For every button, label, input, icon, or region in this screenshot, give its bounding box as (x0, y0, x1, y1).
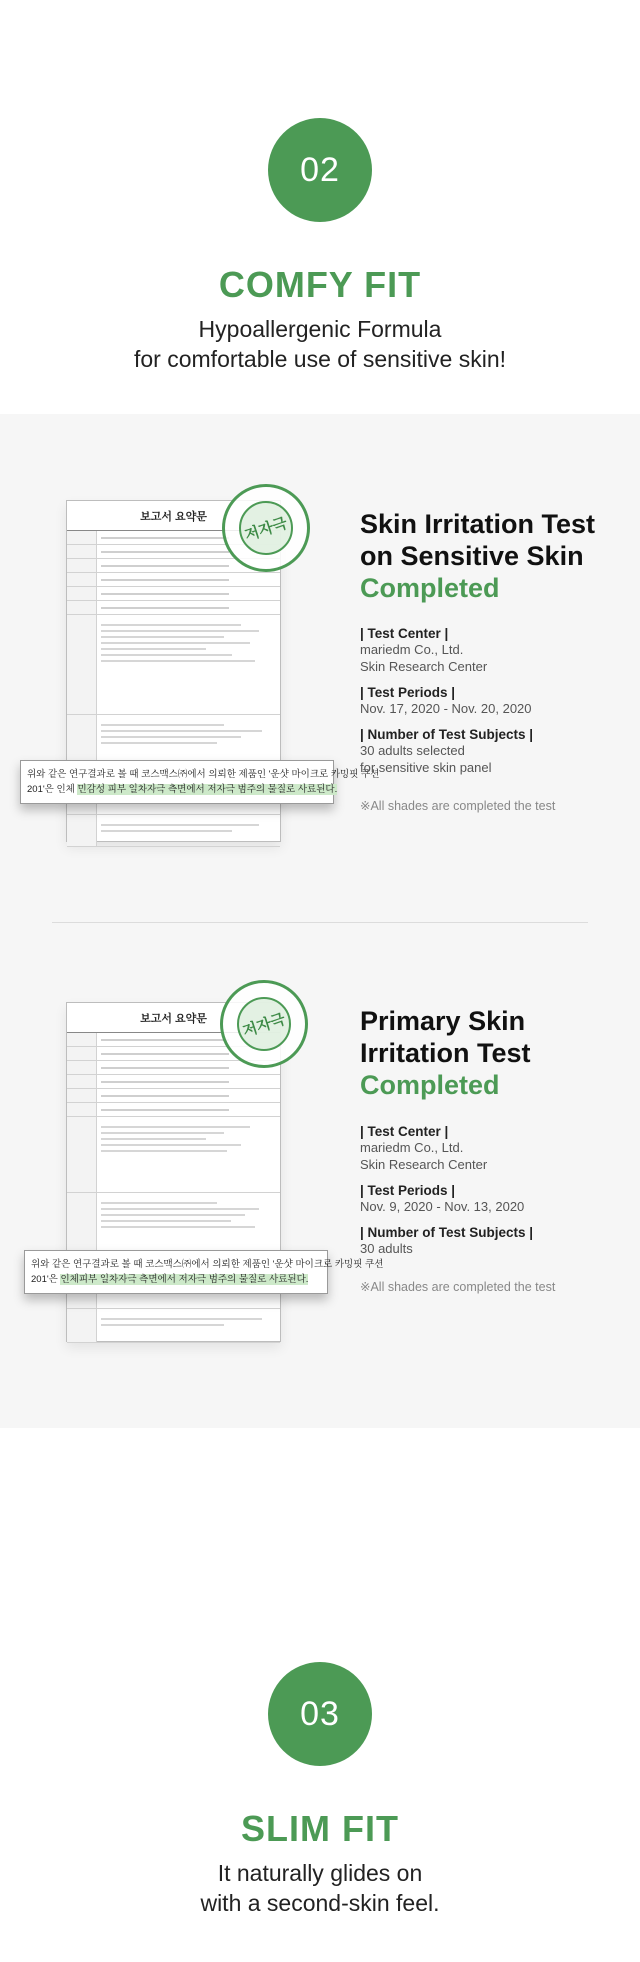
test-center-value: Skin Research Center (360, 1157, 488, 1172)
test-center-value: mariedm Co., Ltd. (360, 1140, 464, 1155)
callout-line (27, 782, 338, 797)
test-details (360, 1114, 620, 1294)
completed-label: Completed (360, 1070, 500, 1100)
completed-label: Completed (360, 573, 500, 603)
test-title (360, 508, 595, 604)
test-details (360, 616, 620, 813)
subtitle-line: It naturally glides on (217, 1860, 423, 1886)
test-center-label: | Test Center | (360, 626, 449, 641)
title-line: Irritation Test (360, 1038, 531, 1068)
section-title: COMFY FIT (218, 264, 422, 305)
test-subjects-label: | Number of Test Subjects | (360, 1225, 534, 1240)
test-center-value: Skin Research Center (360, 659, 488, 674)
callout-highlight: 인체피부 일차자극 측면에서 저자극 범주의 물질로 사료된다. (60, 1274, 309, 1285)
test-subjects-value: 30 adults selected (360, 743, 465, 758)
test-subjects-label: | Number of Test Subjects | (360, 727, 534, 742)
section-03-header (0, 1662, 640, 1918)
section-02-header (0, 118, 640, 374)
shades-note: ※All shades are completed the test (360, 1280, 556, 1294)
test-period-value: Nov. 9, 2020 - Nov. 13, 2020 (360, 1199, 525, 1214)
test-period-value: Nov. 17, 2020 - Nov. 20, 2020 (360, 701, 532, 716)
test-subjects-value: for sensitive skin panel (360, 760, 492, 775)
report-title: 보고서 요약문 (67, 501, 280, 531)
subtitle-line: Hypoallergenic Formula (198, 316, 442, 342)
section-subtitle (0, 1858, 640, 1918)
result-callout (24, 1250, 384, 1294)
result-callout (20, 760, 380, 804)
callout-text: 201'은 (31, 1274, 61, 1285)
test-center-label: | Test Center | (360, 1124, 449, 1139)
subtitle-line: for comfortable use of sensitive skin! (134, 346, 506, 372)
callout-line (31, 1272, 321, 1287)
step-number-badge: 02 (268, 118, 372, 222)
callout-text: 201'은 인체 (27, 784, 78, 795)
shades-note: ※All shades are completed the test (360, 799, 556, 813)
callout-highlight: 민감성 피부 일차자극 측면에서 저자극 범주의 물질로 사료된다. (77, 784, 338, 795)
test-center-value: mariedm Co., Ltd. (360, 642, 464, 657)
stamp-label: 저자극 (240, 1010, 288, 1040)
title-line: Skin Irritation Test (360, 509, 596, 539)
hypoallergenic-stamp (220, 980, 308, 1068)
section-subtitle (0, 314, 640, 374)
subtitle-line: with a second-skin feel. (200, 1890, 440, 1916)
callout-line: 위와 같은 연구결과로 볼 때 코스맥스㈜에서 의뢰한 제품인 '운샷 마이크로 카밍핏 쿠션 (27, 769, 380, 780)
test-period-label: | Test Periods | (360, 685, 456, 700)
test-period-label: | Test Periods | (360, 1183, 456, 1198)
title-line: on Sensitive Skin (360, 541, 584, 571)
divider (52, 922, 588, 923)
hypoallergenic-stamp (222, 484, 310, 572)
step-number-badge: 03 (268, 1662, 372, 1766)
section-title: SLIM FIT (241, 1808, 399, 1849)
title-line: Primary Skin (360, 1006, 526, 1036)
report-title: 보고서 요약문 (67, 1003, 280, 1033)
stamp-label: 저자극 (242, 514, 290, 544)
test-subjects-value: 30 adults (360, 1241, 413, 1256)
test-title (360, 1005, 531, 1101)
callout-line: 위와 같은 연구결과로 볼 때 코스맥스㈜에서 의뢰한 제품인 '운샷 마이크로 카밍핏 쿠션 (31, 1259, 384, 1270)
